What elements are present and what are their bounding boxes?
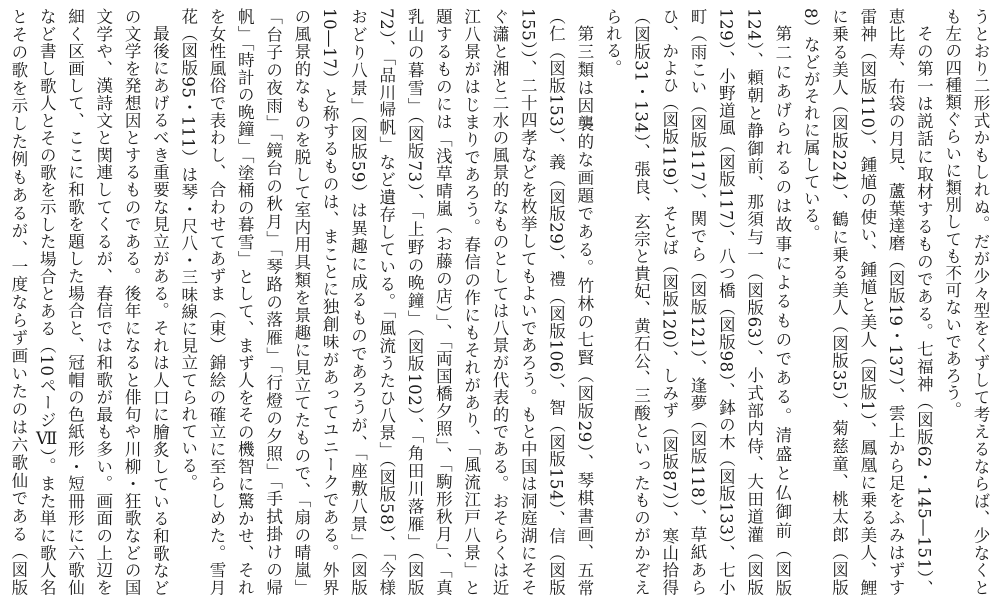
vertical-text-body bbox=[6, 8, 994, 596]
paragraph-intro: うとおり二形式かもしれぬ。だが少々型をくずして考えるならば、少なくとも左の四種類ぐらいに類別しても不可ないであろう。 bbox=[942, 8, 990, 596]
paragraph-koji: 第二にあげられるのは故事によるものである。清盛と仏御前（図版124）、頼朝と静御前、那須与一（図版63）、小式部内侍、大田道灌（図版129）、小野道風（図版117）、八つ橋（図版98）、鉢の木（図版133）、七小町（雨こい（図版117）、関でら（図版121）、逢夢（図版118）、草紙あらひ、かよひ（図版119）、そとば（図版120）、しみず（図版87））、寒山拾得（図版31・134）、張良、玄宗と貴妃、黄石公、三酸といったものがかぞえられる。 bbox=[603, 8, 792, 596]
paragraph-setsuwa: その第一は説話に取材するものである。七福神（図版62・145―151）、恵比寿、布袋の月見、蘆葉達磨（図版19・137）、雲上から足をふみはずす雷神（図版110）、鍾馗の使い、鍾馗と美人（図版1）、鳳凰に乗る美人、鯉に乗る美人（図版224）、鶴に乗る美人（図版35）、菊慈童、桃太郎（図版8）などがそれに属している。 bbox=[801, 8, 934, 596]
paragraph-inshu-gadai: 第三類は因襲的な画題である。竹林の七賢（図版29）、琴棋書画、五常（仁（図版153）、義（図版29）、禮（図版106）、智（図版154）、信（図版155））、二十四孝などを枚挙してもよいであろう。もと中国は洞庭湖にそそぐ瀟と湘と二水の風景的なものとしては八景が代表的である。おそらくは近江八景がはじまりであろう。春信の作にもそれがあり、「風流江戸八景」と題するものには「浅草晴嵐（お藤の店）」、「両国橋夕照」、「駒形秋月」、「真乳山の暮雪」（図版73）、「上野の晩鐘」（図版102）、「角田川落雁」（図版72）、「品川帰帆」など遺存している。「風流うたひ八景」（図版58）、「今様おどり八景」（図版59）は異趣に成るものであろうが、「座敷八景」（図版10―17）と称するものは、まことに独創味があってユニークである。外界の風景的なものを脱して室内用具類を景趣に見立てたもので、「扇の晴嵐」「台子の夜雨」「鏡台の秋月」「琴路の落雁」「行燈の夕照」「手拭掛けの帰帆」「時計の晩鐘」「塗桶の暮雪」として、まず人をその機智に驚かせ、それを女性風俗で表わし、合わせてあずま（東）錦絵の確立に至らしめた。雪月花（図版95・111）は琴・尺八・三味線に見立てられている。 bbox=[178, 8, 594, 596]
paragraph-waka-mitate: 最後にあげるべき重要な見立がある。それは人口に膾炙している和歌などの文学を発想因とするものである。後年になると俳句や川柳・狂歌などの国文学や、漢詩文と関連してくるが、春信では和歌が最も多い。画面の上辺を細く区画して、ここに和歌を題した場合と、冠帽の色紙形・短冊形に六歌仙など書し歌人とその歌を示した場合とある（10ページⅦ）。また単に歌人名とその歌を示した例もあるが、一度ならず画いたのは六歌仙である（図版 bbox=[8, 8, 170, 596]
